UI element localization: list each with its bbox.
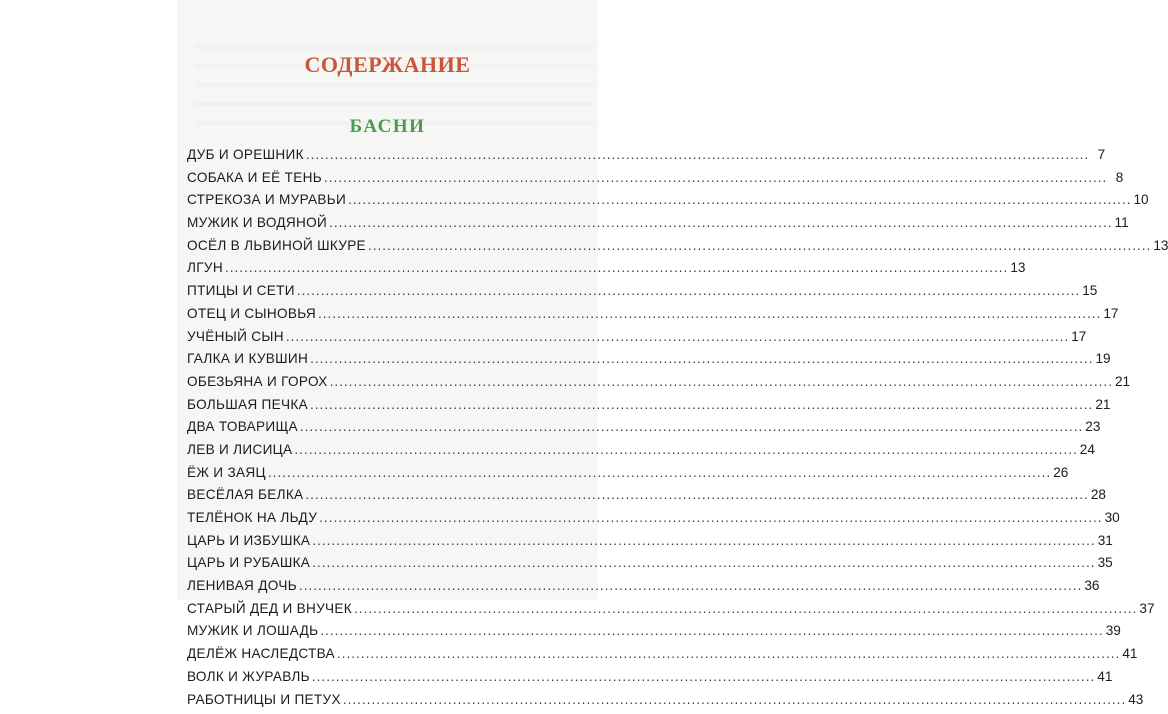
toc-entry-title: СТРЕКОЗА И МУРАВЬИ [187,192,346,207]
toc-dot-leader [225,260,1008,275]
toc-entry-page-number: 43 [1128,692,1143,707]
toc-entry [187,283,585,306]
toc-entry-title: ДЕЛЁЖ НАСЛЕДСТВА [187,646,335,661]
toc-entry-title: ПТИЦЫ И СЕТИ [187,283,295,298]
toc-dot-leader [300,419,1083,434]
toc-entry-title: ЛЕНИВАЯ ДОЧЬ [187,578,297,593]
toc-entry [187,260,585,283]
toc-dot-leader [312,533,1095,548]
toc-entry-page-number: 24 [1080,442,1095,457]
toc-entry-title: ЁЖ И ЗАЯЦ [187,465,266,480]
toc-entry-title: СОБАКА И ЕЁ ТЕНЬ [187,170,322,185]
toc-entry-page-number: 41 [1122,646,1137,661]
toc-entry-title: ДУБ И ОРЕШНИК [187,147,304,162]
toc-entry-title: ЦАРЬ И ИЗБУШКА [187,533,310,548]
toc-entry [187,351,585,374]
toc-entry [187,601,585,624]
toc-entry-page-number: 31 [1098,533,1113,548]
toc-entry-page-number: 8 [1109,170,1123,185]
toc-entry [187,147,585,170]
toc-dot-leader [320,623,1103,638]
toc-entry [187,374,585,397]
toc-entry-title: СТАРЫЙ ДЕД И ВНУЧЕК [187,601,352,616]
toc-entry-page-number: 37 [1139,601,1154,616]
toc-dot-leader [294,442,1077,457]
toc-entry [187,238,585,261]
toc-dot-leader [330,374,1113,389]
toc-entry-title: ВОЛК И ЖУРАВЛЬ [187,669,310,684]
toc-entry [187,533,585,556]
toc-dot-leader [310,351,1093,366]
toc-dot-leader [286,329,1069,344]
toc-entry-page-number: 11 [1115,215,1129,230]
toc-entry-page-number: 10 [1134,192,1149,207]
toc-entry [187,306,585,329]
toc-entry-title: ВЕСЁЛАЯ БЕЛКА [187,487,303,502]
toc-entry-title: ТЕЛЁНОК НА ЛЬДУ [187,510,317,525]
section-title: БАСНИ [177,116,598,138]
toc-entry-page-number: 17 [1103,306,1118,321]
toc-entry-page-number: 26 [1053,465,1068,480]
toc-entry-title: БОЛЬШАЯ ПЕЧКА [187,397,308,412]
toc-entry-page-number: 15 [1082,283,1097,298]
toc-entry-page-number: 39 [1106,623,1121,638]
toc-entry [187,442,585,465]
toc-entry [187,623,585,646]
toc-dot-leader [348,192,1131,207]
toc-entry-title: ЦАРЬ И РУБАШКА [187,555,310,570]
toc-dot-leader [319,510,1102,525]
toc-entry-page-number: 17 [1071,329,1086,344]
toc-entry-title: ЛЕВ И ЛИСИЦА [187,442,292,457]
toc-entry-title: ДВА ТОВАРИЩА [187,419,298,434]
toc-entry-page-number: 36 [1084,578,1099,593]
toc-entry-page-number: 7 [1091,147,1105,162]
toc-entry [187,578,585,601]
toc-dot-leader [329,215,1112,230]
toc-dot-leader [354,601,1137,616]
toc-entry-page-number: 21 [1095,397,1110,412]
toc-entry [187,215,585,238]
table-of-contents [187,147,585,714]
toc-entry-title: ОБЕЗЬЯНА И ГОРОХ [187,374,328,389]
toc-entry-title: МУЖИК И ВОДЯНОЙ [187,215,327,230]
toc-entry-page-number: 21 [1115,374,1130,389]
toc-dot-leader [312,669,1095,684]
toc-dot-leader [318,306,1101,321]
toc-dot-leader [312,555,1095,570]
toc-entry-title: УЧЁНЫЙ СЫН [187,329,284,344]
toc-dot-leader [306,147,1089,162]
toc-entry-page-number: 28 [1091,487,1106,502]
toc-entry-title: ОТЕЦ И СЫНОВЬЯ [187,306,316,321]
toc-entry-title: ЛГУН [187,260,223,275]
toc-dot-leader [299,578,1082,593]
toc-dot-leader [310,397,1093,412]
toc-entry [187,329,585,352]
toc-entry-page-number: 19 [1095,351,1110,366]
toc-entry [187,555,585,578]
toc-entry [187,397,585,420]
toc-dot-leader [368,238,1151,253]
toc-entry [187,510,585,533]
toc-entry-page-number: 30 [1105,510,1120,525]
toc-entry [187,419,585,442]
toc-dot-leader [297,283,1080,298]
toc-dot-leader [305,487,1088,502]
toc-entry-page-number: 35 [1098,555,1113,570]
toc-entry [187,192,585,215]
toc-dot-leader [343,692,1126,707]
toc-dot-leader [324,170,1107,185]
toc-entry-page-number: 13 [1010,260,1025,275]
toc-entry-page-number: 41 [1097,669,1112,684]
toc-entry-page-number: 23 [1085,419,1100,434]
toc-entry [187,487,585,510]
toc-dot-leader [337,646,1120,661]
toc-entry-title: ОСЁЛ В ЛЬВИНОЙ ШКУРЕ [187,238,366,253]
page-title: СОДЕРЖАНИЕ [177,52,598,78]
toc-entry-title: РАБОТНИЦЫ И ПЕТУХ [187,692,341,707]
book-page [177,0,598,600]
toc-dot-leader [268,465,1051,480]
toc-entry-title: ГАЛКА И КУВШИН [187,351,308,366]
toc-entry-title: МУЖИК И ЛОШАДЬ [187,623,318,638]
toc-entry [187,170,585,193]
toc-entry [187,669,585,692]
toc-entry [187,692,585,714]
toc-entry [187,646,585,669]
toc-entry-page-number: 13 [1153,238,1168,253]
toc-entry [187,465,585,488]
